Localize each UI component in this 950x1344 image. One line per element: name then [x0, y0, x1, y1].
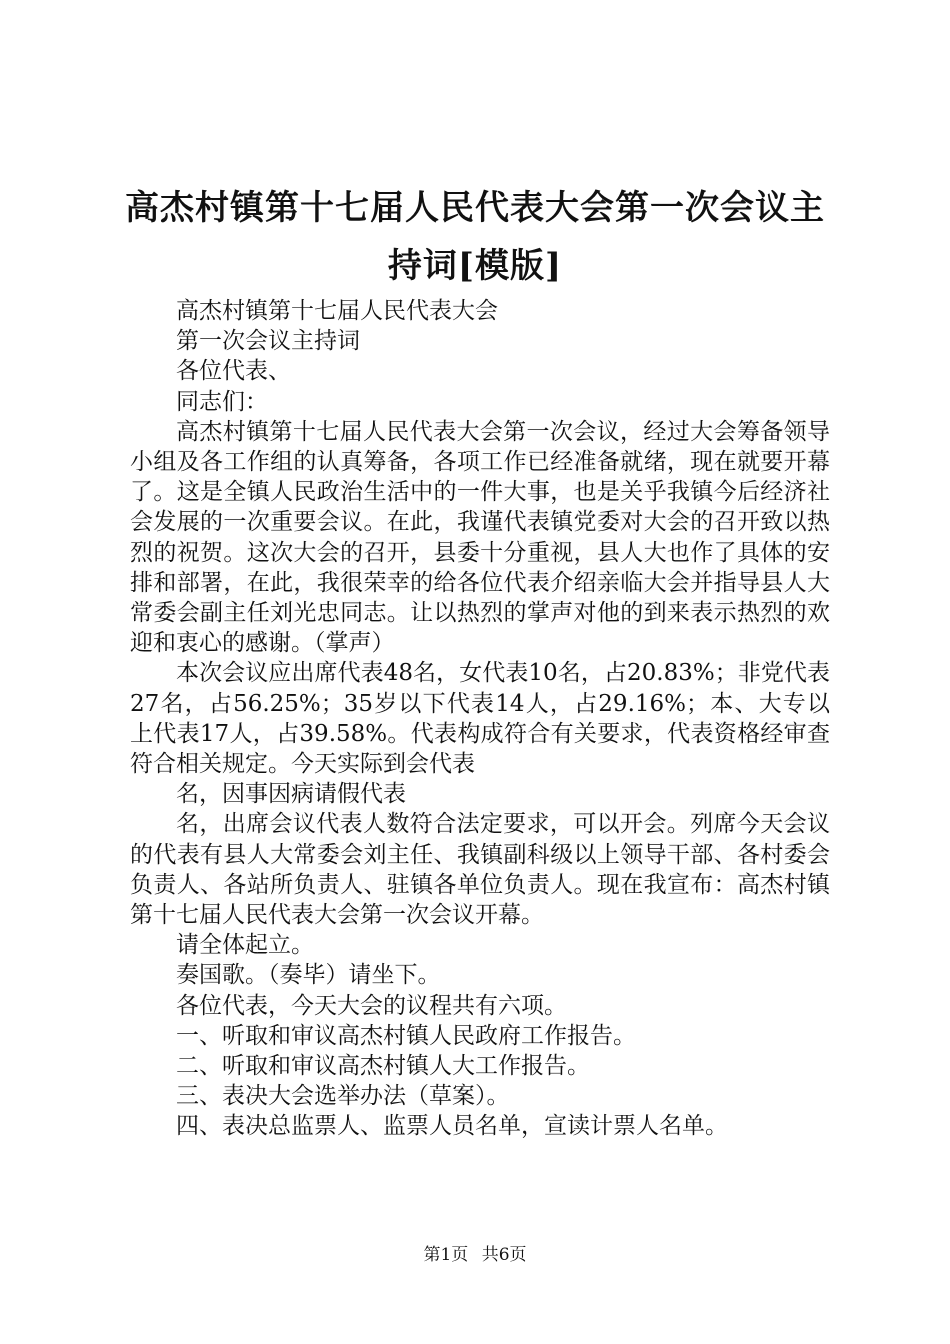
paragraph: 三、表决大会选举办法（草案）。: [176, 1083, 510, 1110]
paragraph: 奏国歌。（奏毕）请坐下。: [176, 962, 441, 989]
document-title-line-1: 高杰村镇第十七届人民代表大会第一次会议主: [125, 188, 825, 228]
page-total: 共6页: [481, 1245, 527, 1265]
paragraph: 名，出席会议代表人数符合法定要求，可以开会。列席今天会议的代表有县人大常委会刘主任、我镇副科级以上领导干部、各村委会负责人、各站所负责人、驻镇各单位负责人。现在我宣布：高杰村镇第十七届人民代表大会第一次会议开幕。: [130, 811, 830, 929]
paragraph: 同志们：: [176, 388, 268, 415]
paragraph: 请全体起立。: [176, 932, 314, 959]
document-body: [130, 296, 830, 1142]
paragraph: 一、听取和审议高杰村镇人民政府工作报告。: [176, 1022, 636, 1049]
paragraph: 第一次会议主持词: [176, 328, 360, 355]
paragraph: 高杰村镇第十七届人民代表大会: [176, 298, 498, 324]
page-footer: [0, 1240, 950, 1265]
paragraph: 高杰村镇第十七届人民代表大会第一次会议，经过大会筹备领导小组及各工作组的认真筹备，各项工作已经准备就绪，现在就要开幕了。这是全镇人民政治生活中的一件大事，也是关乎我镇今后经济社会发展的一次重要会议。在此，我谨代表镇党委对大会的召开致以热烈的祝贺。这次大会的召开，县委十分重视，县人大也作了具体的安排和部署，在此，我很荣幸的给各位代表介绍亲临大会并指导县人大常委会副主任刘光忠同志。让以热烈的掌声对他的到来表示热烈的欢迎和衷心的感谢。（掌声）: [130, 418, 830, 657]
paragraph: 各位代表、: [176, 358, 291, 385]
page-number: 第1页: [423, 1245, 469, 1265]
paragraph: 各位代表，今天大会的议程共有六项。: [176, 992, 567, 1019]
document-title-line-2: 持词[模版]: [387, 246, 563, 286]
paragraph: 二、听取和审议高杰村镇人大工作报告。: [176, 1053, 590, 1080]
paragraph: 名，因事因病请假代表: [176, 781, 406, 808]
paragraph: 本次会议应出席代表48名，女代表10名，占20.83%；非党代表27名，占56.25%；35岁以下代表14人，占29.16%；本、大专以上代表17人，占39.58%。代表构成符合有关要求，代表资格经审查符合相关规定。今天实际到会代表: [130, 660, 830, 778]
paragraph: 四、表决总监票人、监票人员名单，宣读计票人名单。: [176, 1113, 728, 1140]
